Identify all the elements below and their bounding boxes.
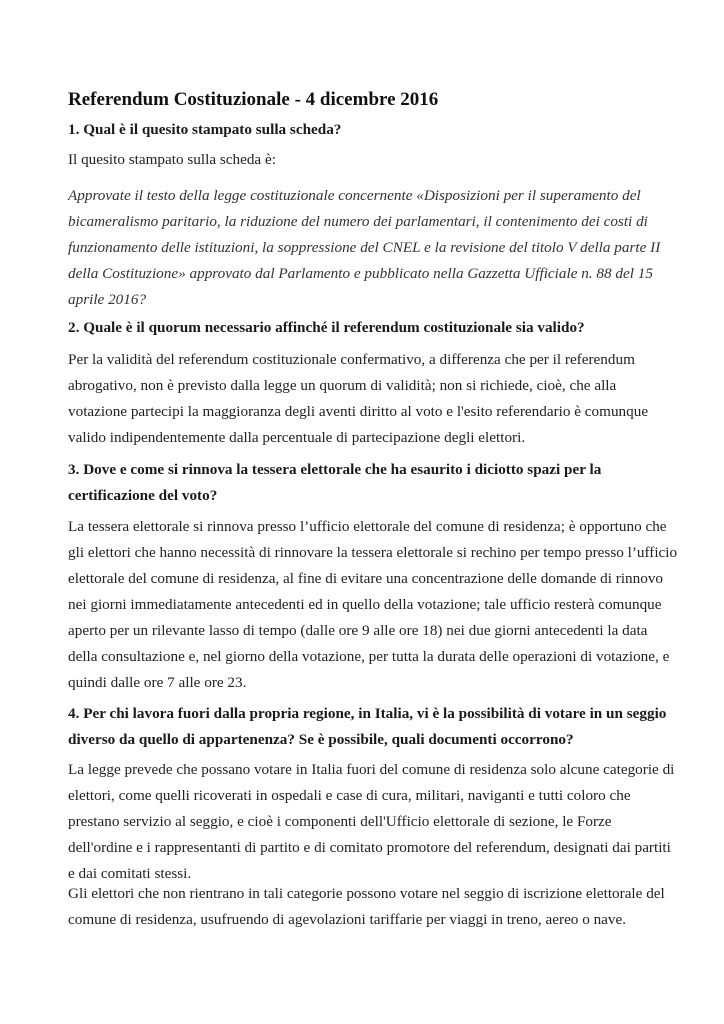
text-line: valido indipendentemente dalla percentuale di partecipazione degli elettori. xyxy=(68,429,526,446)
text-line: 4. Per chi lavora fuori dalla propria regione, in Italia, vi è la possibilità di votare in un seggio xyxy=(68,705,667,722)
text-line: diverso da quello di appartenenza? Se è possibile, quali documenti occorrono? xyxy=(68,731,574,748)
text-line: della Costituzione» approvato dal Parlamento e pubblicato nella Gazzetta Ufficiale n. 88 del 15 xyxy=(68,265,653,282)
question-1-heading xyxy=(68,117,668,143)
text-line: bicameralismo paritario, la riduzione del numero dei parlamentari, il contenimento dei costi di xyxy=(68,213,648,230)
text-line: e dai comitati stessi. xyxy=(68,865,192,882)
text-line: Approvate il testo della legge costituzionale concernente «Disposizioni per il superamento del xyxy=(68,187,641,204)
text-line: comune di residenza, usufruendo di agevolazioni tariffarie per viaggi in treno, aereo o nave. xyxy=(68,911,627,928)
question-4-heading xyxy=(68,701,668,753)
text-line: 1. Qual è il quesito stampato sulla scheda? xyxy=(68,121,342,138)
question-1-ballot-text xyxy=(68,183,668,313)
text-line: elettori, come quelli ricoverati in ospedali e case di cura, militari, naviganti e tutti coloro che xyxy=(68,787,631,804)
text-line: 2. Quale è il quorum necessario affinché il referendum costituzionale sia valido? xyxy=(68,319,585,336)
text-line: aprile 2016? xyxy=(68,291,147,308)
text-line: certificazione del voto? xyxy=(68,487,218,504)
text-line: gli elettori che hanno necessità di rinnovare la tessera elettorale si rechino per tempo presso l’ufficio xyxy=(68,544,678,561)
page-title: Referendum Costituzionale - 4 dicembre 2016 xyxy=(68,89,439,110)
question-4-answer-continued xyxy=(68,881,668,933)
text-line: Per la validità del referendum costituzionale confermativo, a differenza che per il referendum xyxy=(68,351,635,368)
text-line: funzionamento delle istituzioni, la soppressione del CNEL e la revisione del titolo V della parte II xyxy=(68,239,661,256)
text-line: La legge prevede che possano votare in Italia fuori del comune di residenza solo alcune categorie di xyxy=(68,761,675,778)
question-3-heading xyxy=(68,457,668,509)
question-1-intro xyxy=(68,147,668,173)
text-line: Gli elettori che non rientrano in tali categorie possono votare nel seggio di iscrizione elettorale del xyxy=(68,885,665,902)
question-2-heading xyxy=(68,315,668,341)
text-line: quindi dalle ore 7 alle ore 23. xyxy=(68,674,247,691)
text-line: prestano servizio al seggio, e cioè i componenti dell'Ufficio elettorale di sezione, le Forze xyxy=(68,813,612,830)
text-line: votazione partecipi la maggioranza degli aventi diritto al voto e l'esito referendario è comunque xyxy=(68,403,649,420)
text-line: La tessera elettorale si rinnova presso l’ufficio elettorale del comune di residenza; è opportuno che xyxy=(68,518,667,535)
text-line: dell'ordine e i rappresentanti di partito e di comitato promotore del referendum, designati dai partiti xyxy=(68,839,671,856)
text-line: Il quesito stampato sulla scheda è: xyxy=(68,151,276,168)
text-line: 3. Dove e come si rinnova la tessera elettorale che ha esaurito i diciotto spazi per la xyxy=(68,461,602,478)
question-2-answer xyxy=(68,347,668,451)
text-line: nei giorni immediatamente antecedenti ed in quello della votazione; tale ufficio resterà comunque xyxy=(68,596,662,613)
text-line: della consultazione e, nel giorno della votazione, per tutta la durata delle operazioni di votazione, e xyxy=(68,648,670,665)
question-3-answer xyxy=(68,514,678,696)
text-line: elettorale del comune di residenza, al fine di evitare una concentrazione delle domande di rinnovo xyxy=(68,570,664,587)
question-4-answer xyxy=(68,757,675,887)
text-line: abrogativo, non è previsto dalla legge un quorum di validità; non si richiede, cioè, che alla xyxy=(68,377,617,394)
text-line: aperto per un rilevante lasso di tempo (dalle ore 9 alle ore 18) nei due giorni antecedenti la data xyxy=(68,622,648,639)
